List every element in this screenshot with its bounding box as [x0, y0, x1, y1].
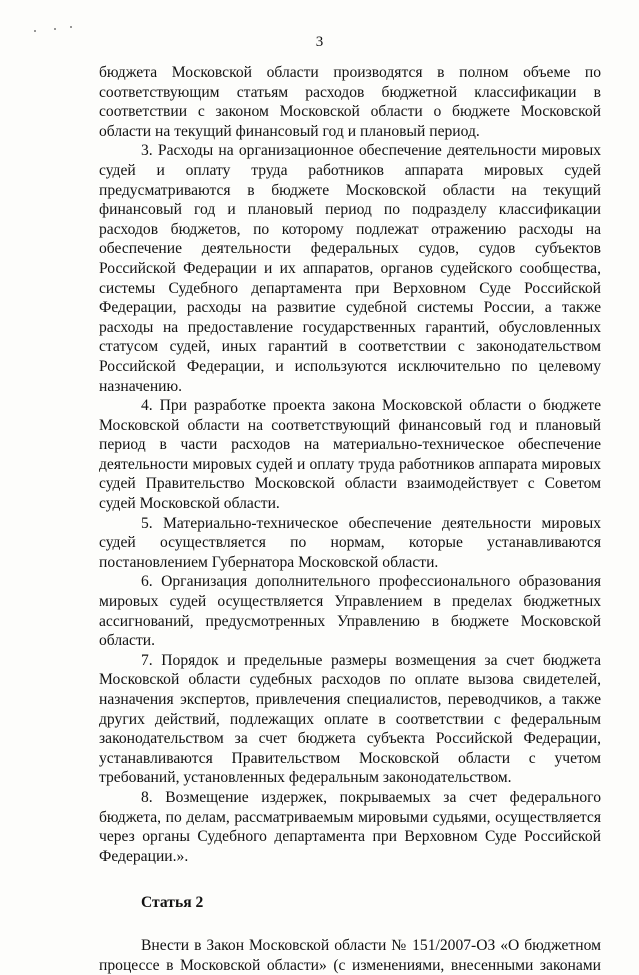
article-heading: Статья 2 — [141, 894, 204, 912]
paragraph-5: 5. Материально-техническое обеспечение деятельности мировых судей осуществляется по нормам, которые устанавливаются постановлением Губернатора Московской области. — [99, 514, 601, 571]
scan-specks — [34, 26, 74, 34]
final-paragraph: Внести в Закон Московской области № 151/2007-ОЗ «О бюджетном процессе в Московской области» (с изменениями, внесенными законами — [99, 936, 601, 974]
paragraph-6: 6. Организация дополнительного профессионального образования мировых судей осуществляется Управлением в пределах бюджетных ассигнований, предусмотренных Управлению в бюджете Московской области. — [99, 573, 601, 650]
paragraph-continuation: бюджета Московской области производятся в полном объеме по соответствующим статьям расходов бюджетной классификации в соответствии с законом Московской области о бюджете Московской области на текущий финансовый год и плановый период. — [99, 64, 601, 140]
paragraph-4: 4. При разработке проекта закона Московской области о бюджете Московской области на соответствующий финансовый год и плановый период в части расходов на материально-техническое обеспечение деятельности мировых судей и оплату труда работников аппарата мировых судей Правительство Московской области взаимодействует с Советом судей Московской области. — [99, 397, 601, 513]
page-number: 3 — [315, 34, 324, 50]
paragraph-8: 8. Возмещение издержек, покрываемых за счет федерального бюджета, по делам, рассматриваемым мировыми судьями, осуществляется через органы Судебного департамента при Верховном Суде Российской Федерации.». — [99, 788, 601, 865]
paragraph-7: 7. Порядок и предельные размеры возмещения за счет бюджета Московской области судебных расходов по оплате вызова свидетелей, назначения экспертов, привлечения специалистов, переводчиков, а также других действий, подлежащих оплате в соответствии с федеральным законодательством за счет бюджета субъекта Российской Федерации, устанавливаются Правительством Московской области с учетом требований, установленных федеральным законодательством. — [99, 651, 601, 787]
document-body — [99, 63, 601, 975]
paragraph-3: 3. Расходы на организационное обеспечение деятельности мировых судей и оплату труда работников аппарата мировых судей предусматриваются в бюджете Московской области на текущий финансовый год и плановый период по подразделу классификации расходов бюджетов, по которому подлежат отражению расходы на обеспечение деятельности федеральных судов, судов субъектов Российской Федерации и их аппаратов, органов судейского сообщества, системы Судебного департамента при Верховном Суде Российской Федерации, расходы на развитие судебной системы России, а также расходы на предоставление государственных гарантий, обусловленных статусом судей, иных гарантий в соответствии с законодательством Российской Федерации, и используются исключительно по целевому назначению. — [99, 142, 601, 395]
final-paragraph-wrapper — [99, 936, 601, 975]
